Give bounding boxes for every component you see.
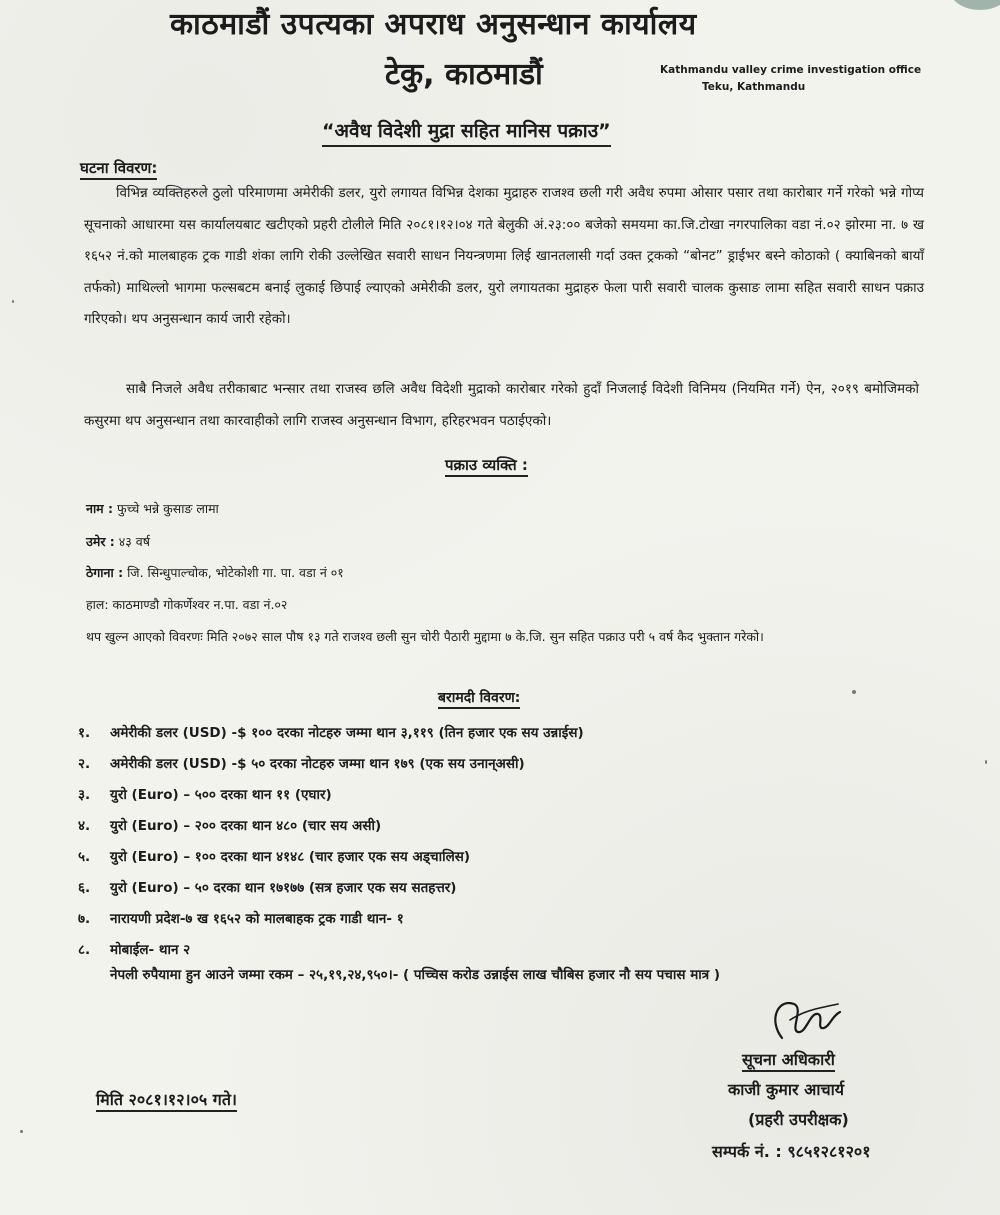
office-name-english (660, 62, 921, 96)
arrested-address-row (86, 564, 344, 581)
seized-item-number: २. (78, 756, 91, 772)
address-label: ठेगाना : (86, 565, 124, 580)
name-value: फुच्चे भन्ने कुसाङ लामा (117, 501, 219, 516)
name-label: नाम : (86, 501, 114, 516)
age-value: ४३ वर्ष (118, 534, 150, 549)
seized-item-text: युरो (Euro) – ५०० दरका थान ११ (एघार) (110, 787, 332, 803)
seized-item-number: १. (78, 725, 91, 741)
seized-item-text: अमेरीकी डलर (USD) -$ ५० दरका नोटहरु जम्मा थान १७९ (एक सय उनान्असी) (110, 756, 525, 772)
arrested-history-row (86, 622, 906, 652)
seized-item-text: अमेरीकी डलर (USD) -$ १०० दरका नोटहरु जम्मा थान ३,११९ (तिन हजार एक सय उन्नाईस) (110, 725, 584, 741)
seized-item-text: मोबाईल- थान २ (110, 942, 191, 958)
seized-item (78, 780, 958, 811)
incident-paragraph-1: विभिन्न व्यक्तिहरुले ठुलो परिमाणमा अमेरीकी डलर, युरो लगायत विभिन्न देशका मुद्राहरु राजश्व छली गरी अवैध रुपमा ओसार पसार तथा कारोबार गर्ने गरेको भन्ने गोप्य सूचनाको आधारमा यस कार्यालयबाट खटीएको प्रहरी टोलीले मिति २०८१।१२।०४ गते बेलुकी अं.२३:०० बजेको समयमा का.जि.टोखा नगरपालिका वडा नं.०२ झोरमा ना. ७ ख १६५२ नं.को मालबाहक ट्रक गाडी शंका लागि रोकी उल्लेखित सवारी साधन नियन्त्रणमा लिई खानतलासी गर्दा उक्त ट्रकको “बोनट” ड्राईभर बस्ने कोठाको ( क्याबिनको बायाँ तर्फको) माथिल्लो भागमा फल्सबटम बनाई लुकाई छिपाई ल्याएको अमेरीकी डलर, युरो लगायतका मुद्राहरु फेला पारी सवारी चालक कुसाङ लामा सहित सवारी साधन पक्राउ गरिएको। थप अनुसन्धान कार्य जारी रहेको। (84, 185, 924, 327)
seized-total-amount: नेपली रुपैयामा हुन आउने जम्मा रकम – २५,१९,२४,९५०।- ( पच्चिस करोड उन्नाईस लाख चौबिस हजार नौ सय पचास मात्र ) (110, 967, 721, 983)
seized-item-number: ५. (78, 849, 91, 865)
arrested-name-row (86, 500, 219, 517)
arrested-age-row (86, 533, 150, 550)
history-label: थप खुल्न आएको विवरणः (86, 629, 203, 644)
arrested-current-address-row (86, 596, 287, 613)
seized-section-title: बरामदी विवरण: (438, 688, 520, 709)
age-label: उमेर : (86, 534, 115, 549)
seized-item-number: ३. (78, 787, 91, 803)
release-date: मिति २०८१।१२।०५ गते। (96, 1088, 237, 1112)
seized-items-list (78, 718, 958, 966)
seized-item (78, 718, 958, 749)
current-address-label: हाल: (86, 597, 109, 612)
corner-stamp-mark (950, 0, 1000, 10)
signatory-role: सूचना अधिकारी (742, 1048, 835, 1072)
seized-item-number: ७. (78, 911, 91, 927)
seized-item-text: नारायणी प्रदेश-७ ख १६५२ को मालबाहक ट्रक गाडी थान- १ (110, 911, 404, 927)
seized-item-number: ८. (78, 942, 91, 958)
signatory-rank: (प्रहरी उपरीक्षक) (748, 1110, 849, 1129)
office-location-english-line: Teku, Kathmandu (702, 81, 806, 93)
history-value: मिति २०७२ साल पौष १३ गते राजश्व छली सुन चोरी पैठारी मुद्दामा ७ के.जि. सुन सहित पक्राउ परी ५ वर्ष कैद भुक्तान गरेको। (206, 629, 764, 644)
signatory-name: काजी कुमार आचार्य (728, 1080, 845, 1099)
seized-item (78, 842, 958, 873)
office-location-nepali: टेकु, काठमाडौं (385, 57, 543, 92)
incident-paragraph-2: साबै निजले अवैध तरीकाबाट भन्सार तथा राजस्व छलि अवैध विदेशी मुद्राको कारोबार गरेको हुदाँ निजलाई विदेशी विनिमय (नियमित गर्ने) ऐन, २०१९ बमोजिमको कसुरमा थप अनुसन्धान तथा कारवाहीको लागि राजस्व अनुसन्धान विभाग, हरिहरभवन पठाईएको। (84, 381, 919, 429)
handwritten-signature (760, 990, 850, 1050)
seized-item-text: युरो (Euro) – २०० दरका थान ४८० (चार सय असी) (110, 818, 382, 834)
seized-item-text: युरो (Euro) – ५० दरका थान १७१७७ (सत्र हजार एक सय सतहत्तर) (110, 880, 457, 896)
current-address-value: काठमाण्डौ गोकर्णेश्वर न.पा. वडा नं.०२ (112, 597, 288, 612)
seized-item-text: युरो (Euro) – १०० दरका थान ४१४८ (चार हजार एक सय अड्चालिस) (110, 849, 471, 865)
seized-item (78, 873, 958, 904)
office-name-english-line: Kathmandu valley crime investigation office (660, 64, 922, 76)
address-value: जि. सिन्धुपाल्चोक, भोटेकोशी गा. पा. वडा नं ०१ (127, 565, 344, 580)
seized-item (78, 935, 958, 966)
incident-section-title: घटना विवरण: (80, 158, 157, 180)
arrested-section-title: पक्राउ व्यक्ति : (445, 455, 528, 477)
signatory-contact: सम्पर्क नं. : ९८५१२८१२०१ (712, 1142, 871, 1161)
seized-item-number: ४. (78, 818, 91, 834)
seized-item (78, 811, 958, 842)
office-name-nepali: काठमाडौं उपत्यका अपराध अनुसन्धान कार्यालय (170, 7, 697, 42)
seized-item (78, 749, 958, 780)
seized-item-number: ६. (78, 880, 91, 896)
press-headline: “अवैध विदेशी मुद्रा सहित मानिस पक्राउ” (322, 117, 611, 147)
seized-item (78, 904, 958, 935)
